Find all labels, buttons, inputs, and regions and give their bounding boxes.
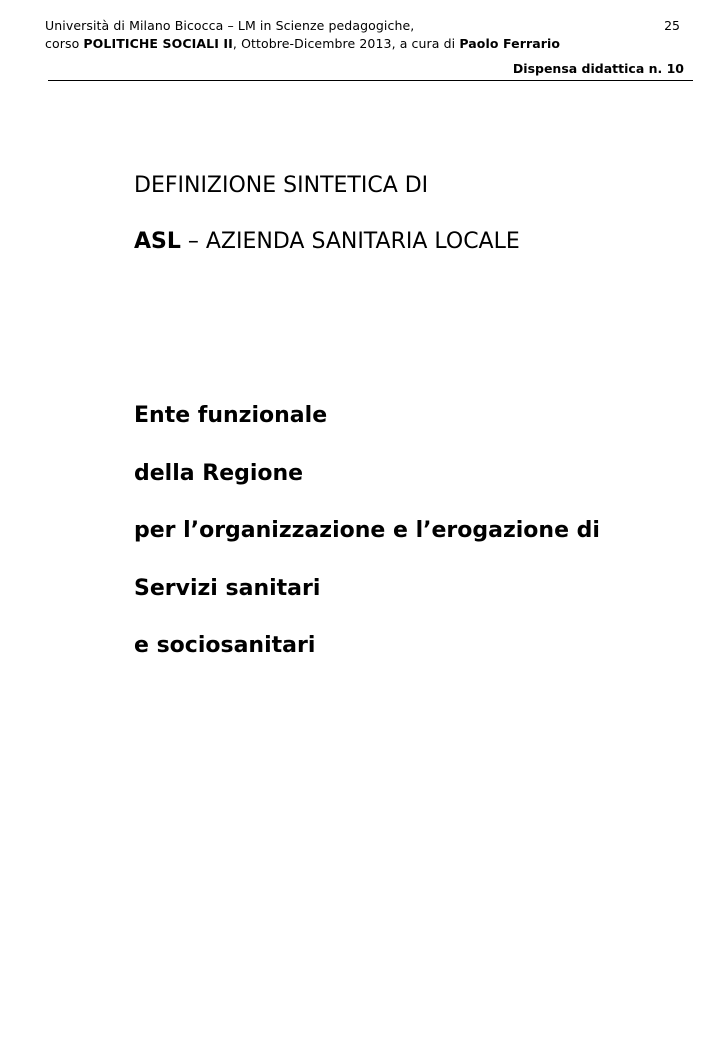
document-title <box>134 170 520 258</box>
title-line-1: DEFINIZIONE SINTETICA DI <box>134 173 429 198</box>
page-number: 25 <box>664 18 680 33</box>
header-course-name: POLITICHE SOCIALI II <box>83 36 233 51</box>
header-course-line <box>45 35 685 53</box>
title-expansion: – AZIENDA SANITARIA LOCALE <box>180 229 520 254</box>
definition-line-1: Ente funzionale <box>134 403 328 428</box>
definition-line-2: della Regione <box>134 460 304 486</box>
definition-text <box>134 400 600 688</box>
header-course-period: , Ottobre-Dicembre 2013, a cura di <box>232 36 460 51</box>
title-acronym: ASL <box>134 229 181 254</box>
definition-line-5: e sociosanitari <box>134 633 316 658</box>
title-line-2 <box>134 226 520 258</box>
dispensa-label: Dispensa didattica n. 10 <box>512 61 684 76</box>
header-divider <box>48 80 693 81</box>
header-university-line: Università di Milano Bicocca – LM in Scienze pedagogiche, <box>45 18 415 33</box>
running-header <box>45 17 685 53</box>
header-course-prefix: corso <box>45 36 84 51</box>
header-author: Paolo Ferrario <box>459 36 561 51</box>
definition-line-3: per l’organizzazione e l’erogazione di <box>134 518 600 543</box>
definition-line-4: Servizi sanitari <box>134 575 321 601</box>
